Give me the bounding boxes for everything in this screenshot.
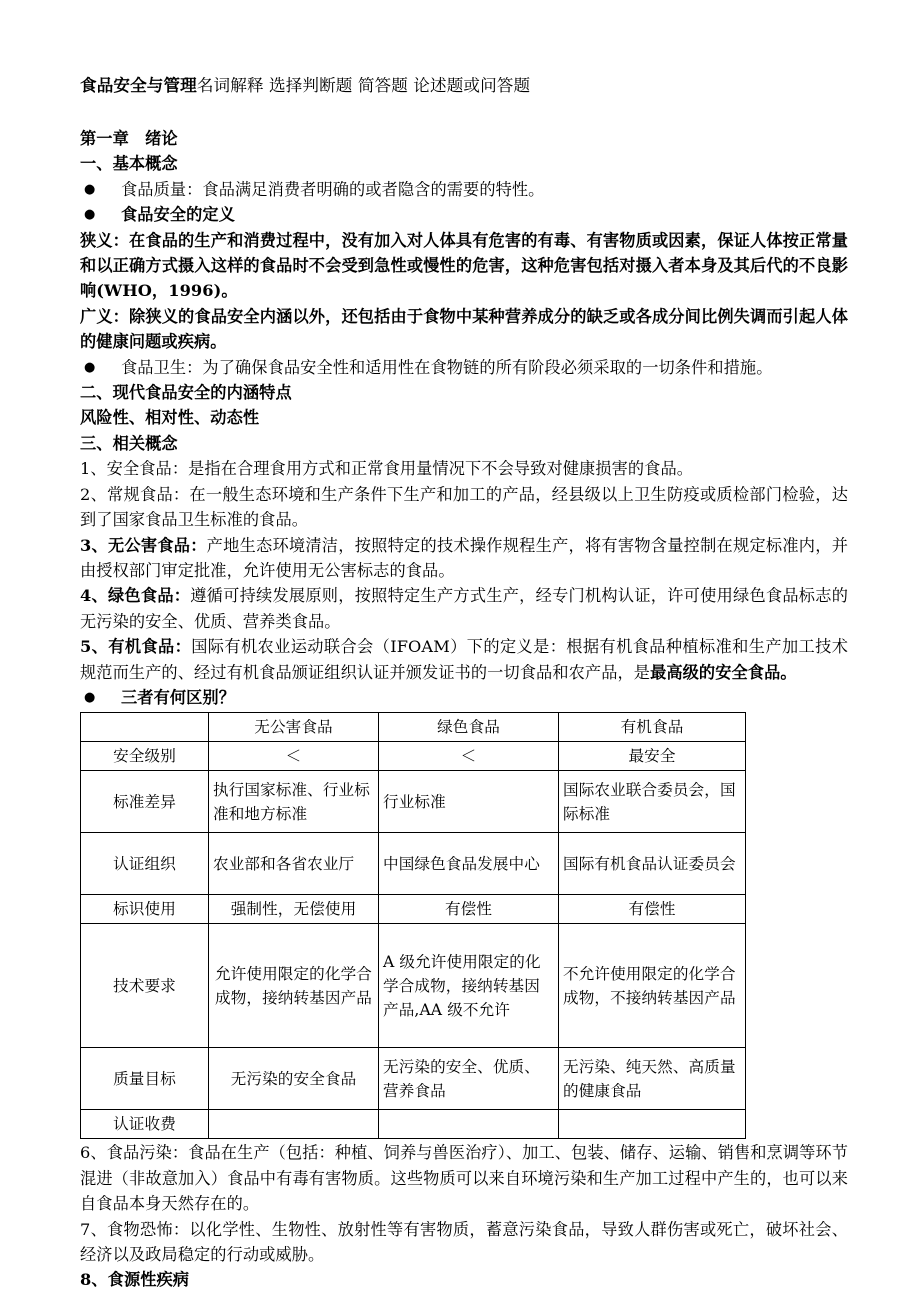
row-label: 安全级别 (81, 742, 209, 771)
row-cell: 国际有机食品认证委员会 (559, 833, 746, 895)
bullet-icon: ● (84, 207, 96, 223)
row-label: 技术要求 (81, 924, 209, 1048)
concept-item-5-label: 5、有机食品： (80, 637, 192, 657)
section-heading-2: 二、现代食品安全的内涵特点 (80, 383, 292, 403)
bullet-food-quality-text: 食品质量：食品满足消费者明确的或者隐含的需要的特性。 (121, 179, 545, 199)
bullet-icon: ● (84, 359, 96, 375)
row-cell: 最安全 (559, 742, 746, 771)
bullet-food-hygiene (80, 355, 848, 380)
concept-item-8: 8、食源性疾病 (80, 1270, 190, 1290)
table-header-col-2: 绿色食品 (379, 713, 559, 742)
row-cell: 无污染的安全食品 (209, 1048, 379, 1110)
title-spacer (80, 99, 848, 126)
row-label: 认证收费 (81, 1110, 209, 1139)
row-label: 质量目标 (81, 1048, 209, 1110)
concept-item-4-label: 4、绿色食品： (80, 586, 191, 606)
concept-item-4-text: 遵循可持续发展原则，按照特定生产方式生产，经专门机构认证，许可使用绿色食品标志的无污染的安全、优质、营养类食品。 (80, 586, 848, 631)
row-cell (209, 1110, 379, 1139)
row-cell: ＜ (209, 742, 379, 771)
table-header-blank (81, 713, 209, 742)
concept-item-1: 1、安全食品：是指在合理食用方式和正常食用量情况下不会导致对健康损害的食品。 (80, 459, 694, 479)
table-row (81, 833, 746, 895)
bullet-food-quality (80, 177, 848, 202)
row-cell: 无污染的安全、优质、营养食品 (379, 1048, 559, 1110)
document-body (80, 72, 848, 1293)
document-title (80, 72, 848, 99)
row-cell (559, 1110, 746, 1139)
table-header-col-3: 有机食品 (559, 713, 746, 742)
bullet-icon: ● (84, 181, 96, 197)
row-cell: 有偿性 (379, 895, 559, 924)
row-cell: 行业标准 (379, 771, 559, 833)
row-label: 标准差异 (81, 771, 209, 833)
row-cell: 国际农业联合委员会，国际标准 (559, 771, 746, 833)
concept-item-2: 2、常规食品：在一般生态环境和生产条件下生产和加工的产品，经县级以上卫生防疫或质检部门检验，达到了国家食品卫生标准的食品。 (80, 484, 848, 530)
concept-item-3-label: 3、无公害食品： (80, 535, 207, 555)
concept-item-7: 7、食物恐怖：以化学性、生物性、放射性等有害物质，蓄意污染食品，导致人群伤害或死亡，破坏社会、经济以及政局稳定的行动或威胁。 (80, 1219, 848, 1264)
concept-item-3 (80, 533, 848, 584)
title-bold-part: 食品安全与管理 (80, 75, 197, 95)
bullet-three-differences-text: 三者有何区别？ (121, 687, 236, 707)
broad-definition-paragraph: 广义：除狭义的食品安全内涵以外，还包括由于食物中某种营养成分的缺乏或各成分间比例失调而引起人体的健康问题或疾病。 (80, 306, 848, 352)
row-cell (379, 1110, 559, 1139)
row-cell: 中国绿色食品发展中心 (379, 833, 559, 895)
narrow-definition-paragraph: 狭义：在食品的生产和消费过程中，没有加入对人体具有危害的有毒、有害物质或因素，保证人体按正常量和以正确方式摄入这样的食品时不会受到急性或慢性的危害，这种危害包括对摄入者本身及其后代的不良影响(WHO，1996)。 (80, 230, 848, 301)
title-rest-part: 名词解释 选择判断题 简答题 论述题或问答题 (196, 76, 531, 95)
table-row (81, 924, 746, 1048)
bullet-icon: ● (84, 689, 96, 705)
row-label: 认证组织 (81, 833, 209, 895)
row-cell: ＜ (379, 742, 559, 771)
concept-item-5 (80, 634, 848, 685)
row-cell: 允许使用限定的化学合成物，接纳转基因产品 (209, 924, 379, 1048)
concept-item-6: 6、食品污染：食品在生产（包括：种植、饲养与兽医治疗）、加工、包装、储存、运输、销售和烹调等环节混进（非故意加入）食品中有毒有害物质。这些物质可以来自环境污染和生产加工过程中产生的，也可以来自食品本身天然存在的。 (80, 1143, 848, 1214)
row-cell: 农业部和各省农业厅 (209, 833, 379, 895)
bullet-food-safety-definition-text: 食品安全的定义 (121, 205, 236, 225)
bullet-three-differences (80, 685, 848, 710)
bullet-food-safety-definition (80, 202, 848, 227)
row-cell: 执行国家标准、行业标准和地方标准 (209, 771, 379, 833)
table-row (81, 1110, 746, 1139)
row-label: 标识使用 (81, 895, 209, 924)
concept-item-4 (80, 583, 848, 634)
concept-item-5-tail: 最高级的安全食品。 (650, 662, 797, 682)
bullet-food-hygiene-text: 食品卫生：为了确保食品安全性和适用性在食物链的所有阶段必须采取的一切条件和措施。 (121, 357, 773, 377)
row-cell: 有偿性 (559, 895, 746, 924)
row-cell: A 级允许使用限定的化学合成物，接纳转基因产品,AA 级不允许 (379, 924, 559, 1048)
row-cell: 无污染、纯天然、高质量的健康食品 (559, 1048, 746, 1110)
table-row (81, 771, 746, 833)
table-row (81, 1048, 746, 1110)
concept-item-3-text: 产地生态环境清洁，按照特定的技术操作规程生产，将有害物含量控制在规定标准内，并由授权部门审定批准，允许使用无公害标志的食品。 (80, 535, 848, 580)
table-header-row (81, 713, 746, 742)
row-cell: 强制性，无偿使用 (209, 895, 379, 924)
section-heading-3: 三、相关概念 (80, 433, 178, 453)
section-2-body: 风险性、相对性、动态性 (80, 408, 260, 428)
table-row (81, 895, 746, 924)
comparison-table (80, 712, 746, 1139)
row-cell: 不允许使用限定的化学合成物，不接纳转基因产品 (559, 924, 746, 1048)
table-header-col-1: 无公害食品 (209, 713, 379, 742)
section-heading-1: 一、基本概念 (80, 154, 178, 174)
table-row (81, 742, 746, 771)
concept-item-5-text: 国际有机农业运动联合会（IFOAM）下的定义是：根据有机食品种植标准和生产加工技术规范而生产的、经过有机食品颁证组织认证并颁发证书的一切食品和农产品，是 (80, 637, 848, 682)
chapter-heading: 第一章 绪论 (80, 129, 178, 148)
